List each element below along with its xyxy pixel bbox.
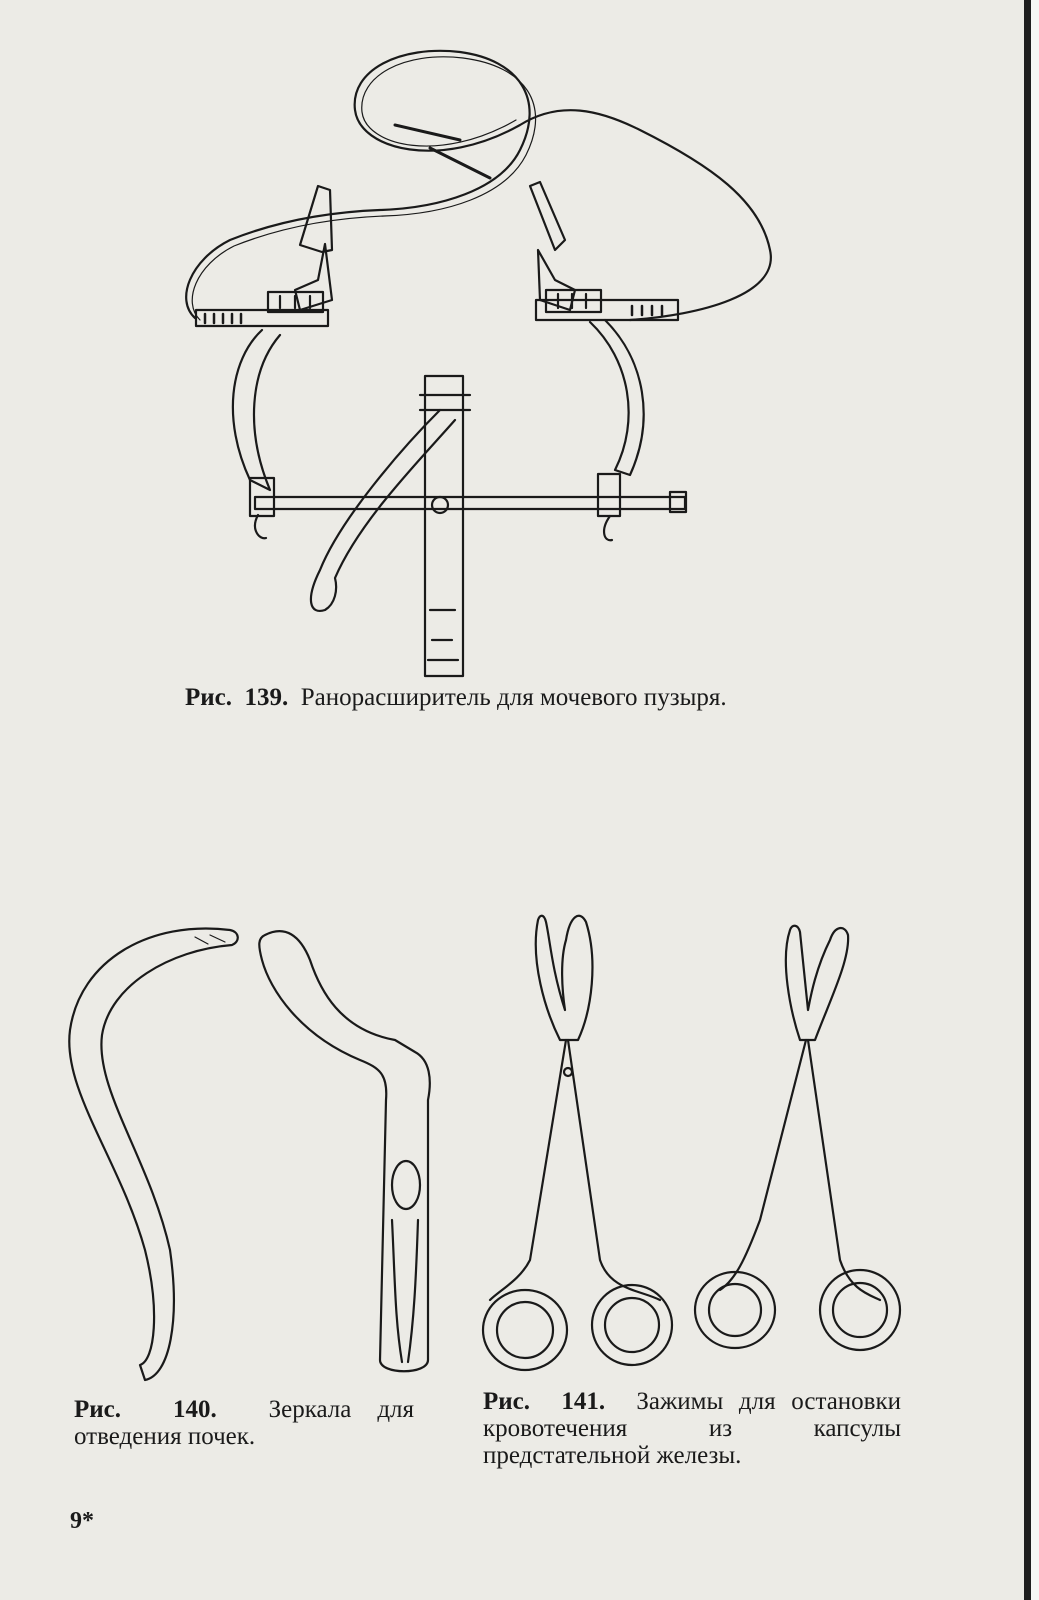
figure-141-caption [483, 1388, 901, 1469]
figure-141-text: Зажимы для остановки кровотечения из капсулы предстательной железы. [483, 1388, 902, 1469]
figure-139-number: 139. [244, 684, 289, 711]
figure-139-text: Ранорасширитель для мочевого пузыря. [300, 684, 727, 711]
figure-141-label: Рис. [483, 1388, 531, 1415]
page-signature-mark: 9* [70, 1508, 94, 1534]
figure-140-text: Зеркала для отведения почек. [74, 1396, 415, 1450]
figure-140-number: 140. [172, 1396, 217, 1423]
figure-140-label: Рис. [74, 1396, 122, 1423]
figure-140-caption [74, 1396, 414, 1450]
figure-141-number: 141. [561, 1388, 606, 1415]
figure-139-label: Рис. [185, 684, 233, 711]
